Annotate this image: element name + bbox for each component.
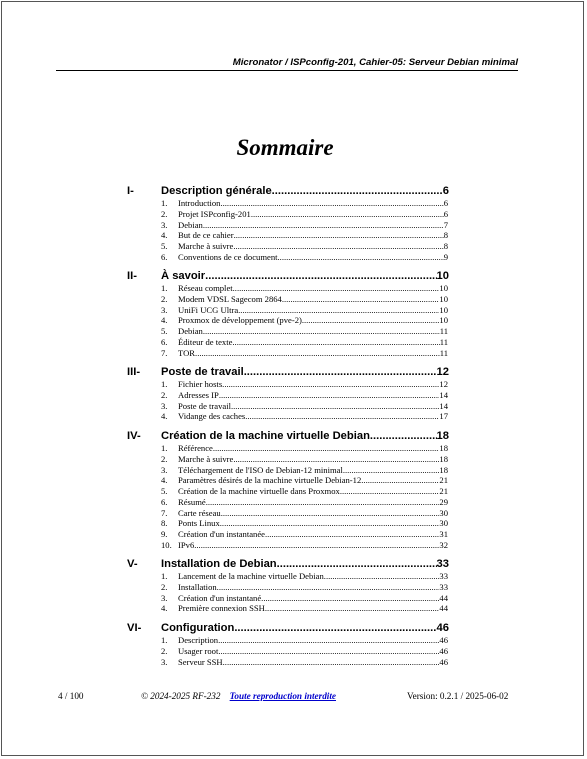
- item-entry: [178, 379, 448, 389]
- leader-dots: [222, 379, 439, 389]
- item-number: 3.: [161, 656, 168, 667]
- footer-page-number: 4 / 100: [58, 691, 84, 701]
- item-number: 6.: [161, 336, 168, 347]
- leader-dots: [206, 497, 440, 507]
- item-title: Résumé: [178, 496, 206, 507]
- leader-dots: [370, 430, 437, 442]
- toc-item[interactable]: [161, 465, 448, 475]
- leader-dots: [234, 622, 436, 634]
- toc-item[interactable]: [161, 315, 448, 325]
- item-page: 31: [439, 529, 448, 539]
- section-number: III-: [127, 366, 141, 378]
- item-page: 46: [439, 645, 448, 656]
- toc-item[interactable]: [161, 657, 448, 667]
- item-entry: [178, 252, 448, 262]
- leader-dots: [278, 252, 444, 262]
- item-number: 2.: [161, 645, 168, 656]
- section-number: I-: [127, 185, 134, 197]
- item-number: 1.: [161, 198, 168, 208]
- item-number: 1.: [161, 283, 168, 293]
- item-page: 6: [443, 208, 448, 219]
- item-entry: [178, 497, 448, 507]
- leader-dots: [302, 315, 440, 325]
- item-title: Introduction: [178, 198, 221, 208]
- toc-item[interactable]: [161, 486, 448, 496]
- toc-item[interactable]: [161, 443, 448, 453]
- leader-dots: [220, 198, 443, 208]
- section-title: Installation de Debian: [161, 558, 277, 570]
- running-header: Micronator / ISPconfig-201, Cahier-05: Serveur Debian minimal: [232, 57, 518, 68]
- item-page: 46: [439, 656, 448, 667]
- item-entry: [178, 571, 448, 581]
- item-page: 12: [439, 379, 448, 389]
- item-entry: [178, 315, 448, 325]
- item-title: Modem VDSL Sagecom 2864: [178, 293, 282, 304]
- leader-dots: [265, 603, 440, 613]
- item-number: 1.: [161, 443, 168, 453]
- item-title: Création de la machine virtuelle dans Proxmox: [178, 486, 340, 496]
- item-title: Projet ISPconfig-201: [178, 208, 251, 219]
- toc-item[interactable]: [161, 582, 448, 592]
- item-number: 4.: [161, 411, 168, 422]
- section-entry: [161, 622, 449, 634]
- item-title: Fichier hosts: [178, 379, 223, 389]
- item-page: 30: [439, 518, 448, 529]
- item-page: 44: [439, 603, 448, 614]
- leader-dots: [361, 475, 439, 485]
- item-page: 14: [439, 400, 448, 411]
- toc-section[interactable]: [127, 185, 449, 198]
- item-title: Ponts Linux: [178, 518, 220, 529]
- item-title: TOR: [178, 347, 196, 358]
- item-title: Proxmox de développement (pve-2): [178, 315, 302, 326]
- item-entry: [178, 337, 448, 347]
- item-entry: [178, 475, 448, 485]
- item-entry: [178, 305, 448, 315]
- leader-dots: [205, 270, 436, 282]
- item-page: 11: [439, 347, 448, 358]
- item-entry: [178, 326, 448, 336]
- leader-dots: [203, 326, 440, 336]
- toc-item[interactable]: [161, 283, 448, 293]
- toc-section[interactable]: [127, 558, 449, 571]
- item-title: Usager root: [178, 645, 219, 656]
- toc-item[interactable]: [161, 337, 448, 347]
- toc-item[interactable]: [161, 209, 448, 219]
- section-entry: [161, 558, 449, 570]
- item-entry: [178, 198, 448, 208]
- item-number: 2.: [161, 208, 168, 219]
- toc-item[interactable]: [161, 508, 448, 518]
- item-entry: [178, 294, 448, 304]
- item-number: 2.: [161, 453, 168, 464]
- leader-dots: [232, 337, 439, 347]
- toc-item[interactable]: [161, 593, 448, 603]
- item-page: 18: [439, 464, 448, 475]
- item-page: 29: [439, 496, 448, 507]
- item-entry: [178, 582, 448, 592]
- section-title: Création de la machine virtuelle Debian: [161, 430, 370, 442]
- toc-item[interactable]: [161, 454, 448, 464]
- toc-section[interactable]: [127, 366, 449, 379]
- item-number: 3.: [161, 304, 168, 315]
- item-entry: [178, 209, 448, 219]
- item-entry: [178, 411, 448, 421]
- section-entry: [161, 270, 449, 282]
- item-page: 30: [439, 507, 448, 518]
- toc-item[interactable]: [161, 241, 448, 251]
- toc-item[interactable]: [161, 571, 448, 581]
- item-entry: [178, 593, 448, 603]
- toc-item[interactable]: [161, 348, 448, 358]
- item-number: 1.: [161, 635, 168, 645]
- item-number: 9.: [161, 529, 168, 539]
- item-title: Marche à suivre: [178, 453, 234, 464]
- toc-item[interactable]: [161, 475, 448, 485]
- item-title: Vidange des caches: [178, 411, 246, 422]
- section-title: À savoir: [161, 270, 206, 282]
- section-page: 12: [436, 366, 449, 378]
- section-title: Configuration: [161, 622, 235, 634]
- section-number: IV-: [127, 430, 141, 442]
- item-entry: [178, 486, 448, 496]
- item-page: 46: [439, 635, 448, 645]
- item-title: Installation: [178, 581, 217, 592]
- section-page: 33: [436, 558, 449, 570]
- item-number: 1.: [161, 379, 168, 389]
- item-entry: [178, 540, 448, 550]
- item-title: Poste de travail: [178, 400, 231, 411]
- item-entry: [178, 454, 448, 464]
- footer-version: Version: 0.2.1 / 2025-06-02: [407, 691, 509, 701]
- item-title: Création d'un instantanée: [178, 529, 265, 539]
- footer-spacer: [223, 691, 228, 701]
- item-title: Première connexion SSH: [178, 603, 265, 614]
- item-page: 10: [439, 304, 448, 315]
- item-title: Debian: [178, 219, 203, 230]
- toc-item[interactable]: [161, 411, 448, 421]
- item-number: 6.: [161, 251, 168, 262]
- toc-title: Sommaire: [236, 135, 334, 160]
- leader-dots: [244, 366, 437, 378]
- toc-item[interactable]: [161, 252, 448, 262]
- item-number: 5.: [161, 326, 168, 336]
- item-number: 10.: [161, 539, 172, 550]
- toc-item[interactable]: [161, 379, 448, 389]
- item-number: 1.: [161, 571, 168, 581]
- leader-dots: [272, 185, 443, 197]
- item-title: Carte réseau: [178, 507, 221, 518]
- leader-dots: [340, 486, 440, 496]
- leader-dots: [261, 593, 439, 603]
- leader-dots: [221, 508, 440, 518]
- leader-dots: [324, 571, 440, 581]
- item-page: 18: [439, 453, 448, 464]
- item-number: 5.: [161, 486, 168, 496]
- item-number: 2.: [161, 581, 168, 592]
- toc-item[interactable]: [161, 529, 448, 539]
- item-entry: [178, 220, 448, 230]
- toc-item[interactable]: [161, 497, 448, 507]
- section-entry: [161, 366, 449, 378]
- leader-dots: [343, 465, 440, 475]
- item-number: 3.: [161, 592, 168, 603]
- section-page: 6: [442, 185, 449, 197]
- item-number: 3.: [161, 219, 168, 230]
- item-number: 8.: [161, 518, 168, 529]
- section-title: Poste de travail: [161, 366, 244, 378]
- item-entry: [178, 508, 448, 518]
- item-page: 21: [439, 475, 448, 486]
- item-page: 10: [439, 315, 448, 326]
- item-number: 4.: [161, 603, 168, 614]
- item-title: Paramètres désirés de la machine virtuelle Debian-12: [178, 475, 362, 486]
- item-entry: [178, 603, 448, 613]
- item-page: 10: [439, 283, 448, 293]
- section-number: V-: [127, 558, 138, 570]
- item-page: 8: [443, 241, 448, 251]
- item-title: But de ce cahier: [178, 230, 234, 241]
- leader-dots: [277, 558, 437, 570]
- item-entry: [178, 443, 448, 453]
- item-title: Marche à suivre: [178, 241, 234, 251]
- item-title: Téléchargement de l'ISO de Debian-12 minimal: [178, 464, 343, 475]
- leader-dots: [282, 294, 440, 304]
- toc-item[interactable]: [161, 230, 448, 240]
- header-rule: [56, 70, 518, 71]
- leader-dots: [220, 518, 440, 528]
- item-number: 2.: [161, 293, 168, 304]
- toc-item[interactable]: [161, 326, 448, 336]
- item-page: 21: [439, 486, 448, 496]
- item-title: Debian: [178, 326, 203, 336]
- item-entry: [178, 401, 448, 411]
- leader-dots: [233, 283, 440, 293]
- section-entry: [161, 185, 449, 197]
- item-page: 11: [439, 326, 448, 336]
- item-page: 6: [443, 198, 448, 208]
- toc-section[interactable]: [127, 270, 449, 283]
- item-page: 33: [439, 581, 448, 592]
- item-entry: [178, 529, 448, 539]
- leader-dots: [194, 540, 439, 550]
- leader-dots: [265, 529, 439, 539]
- item-entry: [178, 465, 448, 475]
- item-number: 5.: [161, 241, 168, 251]
- leader-dots: [231, 401, 439, 411]
- item-title: Serveur SSH: [178, 656, 223, 667]
- item-entry: [178, 657, 448, 667]
- toc-item[interactable]: [161, 294, 448, 304]
- item-page: 44: [439, 592, 448, 603]
- item-title: IPv6: [178, 539, 195, 550]
- item-page: 17: [439, 411, 448, 422]
- leader-dots: [233, 241, 443, 251]
- item-title: Conventions de ce document: [178, 251, 278, 262]
- toc-item[interactable]: [161, 518, 448, 528]
- item-page: 7: [443, 219, 448, 230]
- section-page: 46: [436, 622, 449, 634]
- toc-item[interactable]: [161, 603, 448, 613]
- item-number: 2.: [161, 389, 168, 400]
- reproduction-link[interactable]: Toute reproduction interdite: [229, 691, 336, 701]
- toc-item[interactable]: [161, 646, 448, 656]
- item-title: Lancement de la machine virtuelle Debian: [178, 571, 324, 581]
- item-title: Éditeur de texte: [178, 336, 233, 347]
- leader-dots: [245, 411, 439, 421]
- item-number: 3.: [161, 400, 168, 411]
- item-entry: [178, 518, 448, 528]
- toc-item[interactable]: [161, 540, 448, 550]
- toc-section[interactable]: [127, 622, 449, 635]
- toc-item[interactable]: [161, 305, 448, 315]
- item-number: 4.: [161, 475, 168, 486]
- item-title: Description: [178, 635, 219, 645]
- item-title: Référence: [178, 443, 213, 453]
- leader-dots: [217, 582, 440, 592]
- leader-dots: [203, 220, 444, 230]
- copyright-text: © 2024-2025 RF-232: [141, 691, 221, 701]
- leader-dots: [251, 209, 444, 219]
- section-title: Description générale: [161, 185, 272, 197]
- item-entry: [178, 283, 448, 293]
- item-title: UniFi UCG Ultra: [178, 304, 239, 315]
- section-number: VI-: [127, 622, 142, 634]
- leader-dots: [218, 646, 439, 656]
- leader-dots: [238, 305, 439, 315]
- toc-section[interactable]: [127, 430, 449, 443]
- item-title: Création d'un instantané: [178, 592, 262, 603]
- item-entry: [178, 348, 448, 358]
- toc-item[interactable]: [161, 390, 448, 400]
- leader-dots: [218, 635, 439, 645]
- leader-dots: [233, 454, 439, 464]
- section-page: 18: [436, 430, 449, 442]
- toc-item[interactable]: [161, 401, 448, 411]
- leader-dots: [195, 348, 440, 358]
- item-page: 32: [439, 539, 448, 550]
- item-page: 33: [439, 571, 448, 581]
- item-number: 6.: [161, 496, 168, 507]
- item-page: 8: [443, 230, 448, 241]
- item-page: 14: [439, 389, 448, 400]
- section-page: 10: [436, 270, 449, 282]
- item-entry: [178, 241, 448, 251]
- item-entry: [178, 635, 448, 645]
- item-entry: [178, 646, 448, 656]
- leader-dots: [213, 443, 440, 453]
- item-number: 4.: [161, 315, 168, 326]
- item-title: Adresses IP: [178, 389, 219, 400]
- item-page: 10: [439, 293, 448, 304]
- item-page: 18: [439, 443, 448, 453]
- toc-item[interactable]: [161, 220, 448, 230]
- item-title: Réseau complet: [178, 283, 233, 293]
- item-entry: [178, 230, 448, 240]
- item-entry: [178, 390, 448, 400]
- leader-dots: [219, 390, 440, 400]
- item-number: 4.: [161, 230, 168, 241]
- toc-item[interactable]: [161, 198, 448, 208]
- section-number: II-: [127, 270, 137, 282]
- toc-item[interactable]: [161, 635, 448, 645]
- footer-copyright: [141, 691, 336, 701]
- item-number: 7.: [161, 507, 168, 518]
- leader-dots: [234, 230, 444, 240]
- item-page: 11: [439, 336, 448, 347]
- section-entry: [161, 430, 449, 442]
- item-number: 3.: [161, 464, 168, 475]
- item-page: 9: [443, 251, 448, 262]
- item-number: 7.: [161, 347, 168, 358]
- leader-dots: [223, 657, 440, 667]
